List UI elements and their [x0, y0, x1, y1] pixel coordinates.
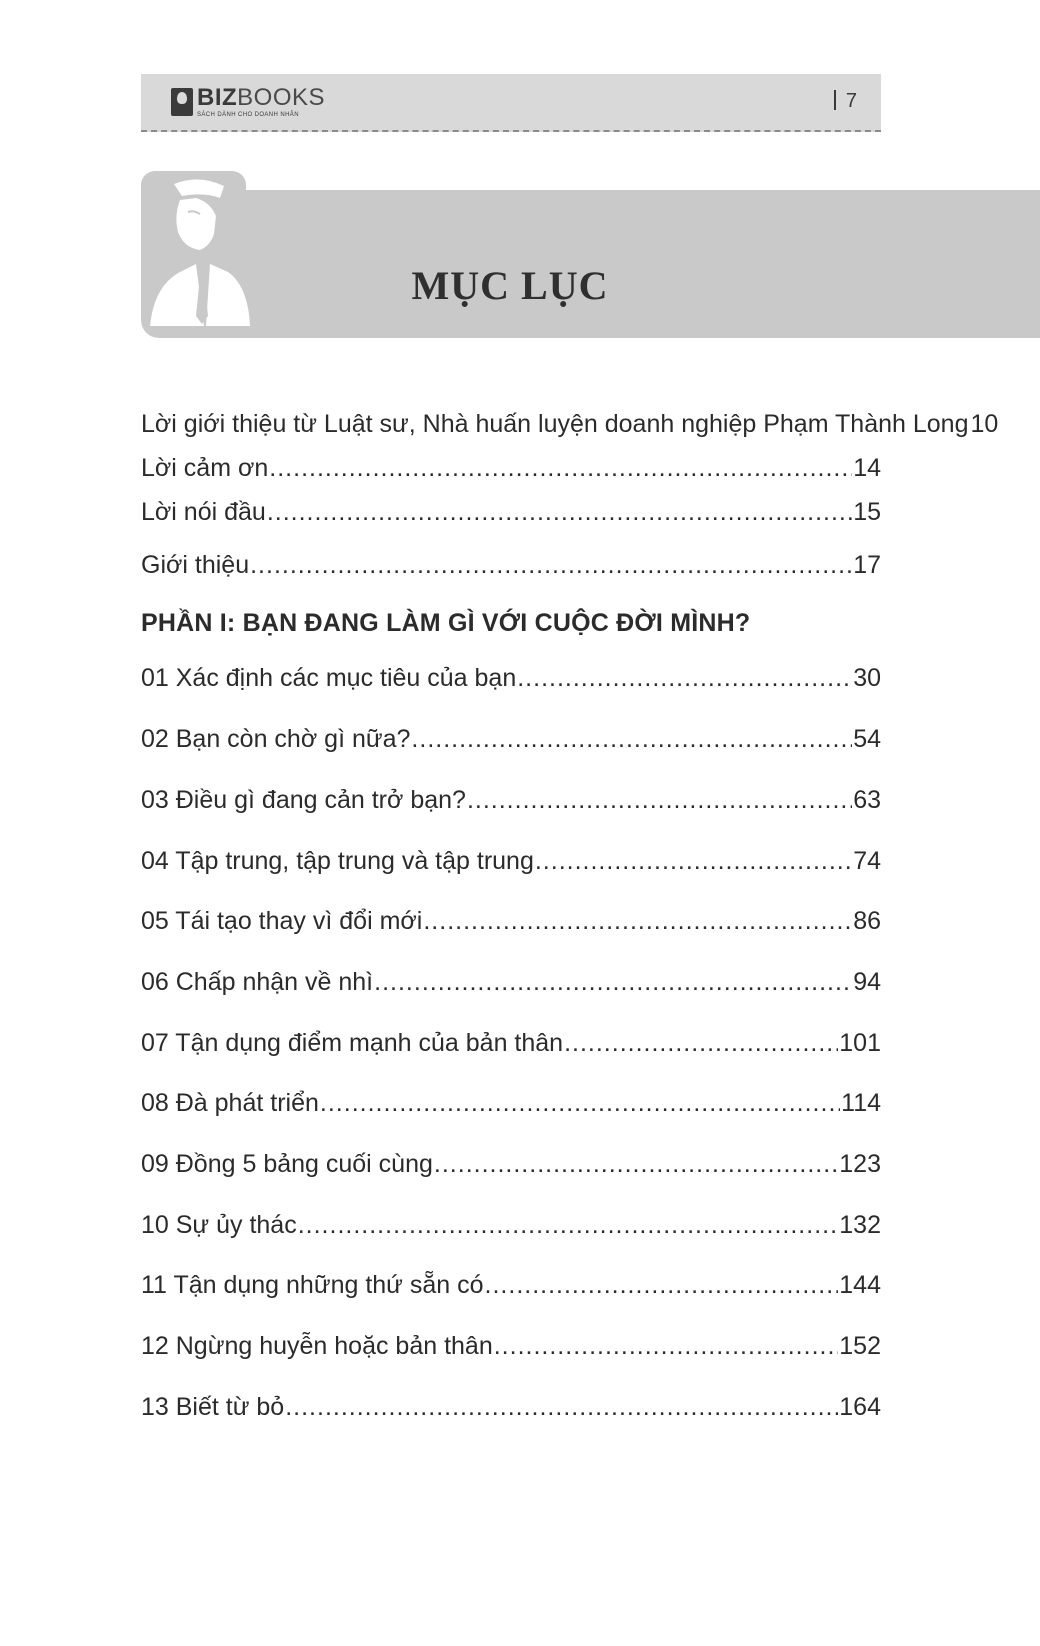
toc-entry-page: 101 — [839, 1029, 881, 1057]
toc-entry-page: 17 — [853, 551, 881, 579]
toc-entry-label: Lời giới thiệu từ Luật sư, Nhà huấn luyện doanh nghiệp Phạm Thành Long — [141, 410, 969, 438]
toc-entry[interactable] — [141, 785, 881, 815]
toc-leader-dots — [267, 497, 852, 527]
toc-entry[interactable] — [141, 906, 881, 936]
toc-entry[interactable] — [141, 1088, 881, 1118]
toc-leader-dots — [250, 550, 852, 580]
part-heading: PHẦN I: BẠN ĐANG LÀM GÌ VỚI CUỘC ĐỜI MÌNH? — [141, 609, 751, 637]
toc-leader-dots — [467, 785, 852, 815]
toc-leader-dots — [269, 453, 852, 483]
toc-entry-page: 15 — [853, 498, 881, 526]
toc-entry-page: 14 — [853, 454, 881, 482]
page-header — [141, 74, 881, 132]
toc-entry[interactable] — [141, 497, 881, 527]
toc-leader-dots — [411, 724, 852, 754]
toc-entry-label: 11 Tận dụng những thứ sẵn có — [141, 1271, 484, 1299]
toc-entry[interactable] — [141, 409, 999, 439]
toc-entry-label: 04 Tập trung, tập trung và tập trung — [141, 847, 534, 875]
toc-entry[interactable] — [141, 1392, 881, 1422]
toc-entry[interactable] — [141, 724, 881, 754]
toc-leader-dots — [535, 846, 852, 876]
toc-entry-page: 30 — [853, 664, 881, 692]
toc-entry-page: 132 — [839, 1211, 881, 1239]
toc-leader-dots — [517, 663, 852, 693]
toc-leader-dots — [320, 1088, 840, 1118]
toc-entry-label: Lời nói đầu — [141, 498, 266, 526]
toc-entry-page: 164 — [839, 1393, 881, 1421]
toc-entry-label: 08 Đà phát triển — [141, 1089, 319, 1117]
toc-entry-label: 01 Xác định các mục tiêu của bạn — [141, 664, 517, 692]
toc-entry[interactable] — [141, 550, 881, 580]
toc-leader-dots — [494, 1331, 839, 1361]
toc-entry-page: 114 — [841, 1089, 881, 1117]
toc-entry[interactable] — [141, 1210, 881, 1240]
toc-entry-label: 02 Bạn còn chờ gì nữa? — [141, 725, 411, 753]
toc-entry-label: Giới thiệu — [141, 551, 250, 579]
toc-entry-label: 03 Điều gì đang cản trở bạn? — [141, 786, 466, 814]
toc-entry-label: 06 Chấp nhận về nhì — [141, 968, 374, 996]
toc-entry[interactable] — [141, 1270, 881, 1300]
toc-leader-dots — [485, 1270, 839, 1300]
toc-entry[interactable] — [141, 663, 881, 693]
toc-entry-page: 144 — [839, 1271, 881, 1299]
toc-entry-page: 10 — [970, 410, 999, 438]
toc-leader-dots — [285, 1392, 838, 1422]
page-title: MỤC LỤC — [411, 263, 609, 308]
toc-entry-label: 13 Biết từ bỏ — [141, 1393, 285, 1421]
brand-name: BIZBOOKS — [197, 84, 326, 111]
toc-leader-dots — [423, 906, 852, 936]
toc-leader-dots — [564, 1028, 838, 1058]
toc-entry-page: 74 — [853, 847, 881, 875]
toc-entry-page: 94 — [853, 968, 881, 996]
toc-entry-page: 54 — [853, 725, 881, 753]
toc-entry-label: 05 Tái tạo thay vì đổi mới — [141, 907, 423, 935]
toc-entry[interactable] — [141, 846, 881, 876]
toc-leader-dots — [298, 1210, 839, 1240]
toc-entry-page: 86 — [853, 907, 881, 935]
toc-leader-dots — [434, 1149, 838, 1179]
toc-entry-page: 63 — [853, 786, 881, 814]
toc-entry[interactable] — [141, 1028, 881, 1058]
toc-entry-label: 07 Tận dụng điểm mạnh của bản thân — [141, 1029, 564, 1057]
toc-leader-dots — [374, 967, 852, 997]
toc-entry[interactable] — [141, 1331, 881, 1361]
toc-entry-label: 12 Ngừng huyễn hoặc bản thân — [141, 1332, 493, 1360]
page-number: 7 — [834, 90, 857, 113]
toc-entry-label: 09 Đồng 5 bảng cuối cùng — [141, 1150, 433, 1178]
toc-entry-label: 10 Sự ủy thác — [141, 1211, 297, 1239]
toc-entry-page: 123 — [839, 1150, 881, 1178]
toc-entry[interactable] — [141, 453, 881, 483]
toc-entry-page: 152 — [839, 1332, 881, 1360]
bizbooks-logo — [171, 86, 325, 118]
toc-entry[interactable] — [141, 1149, 881, 1179]
toc-entry-label: Lời cảm ơn — [141, 454, 269, 482]
bizbooks-logo-icon — [171, 88, 193, 116]
toc-entry[interactable] — [141, 967, 881, 997]
brand-tagline: SÁCH DÀNH CHO DOANH NHÂN — [197, 112, 299, 118]
